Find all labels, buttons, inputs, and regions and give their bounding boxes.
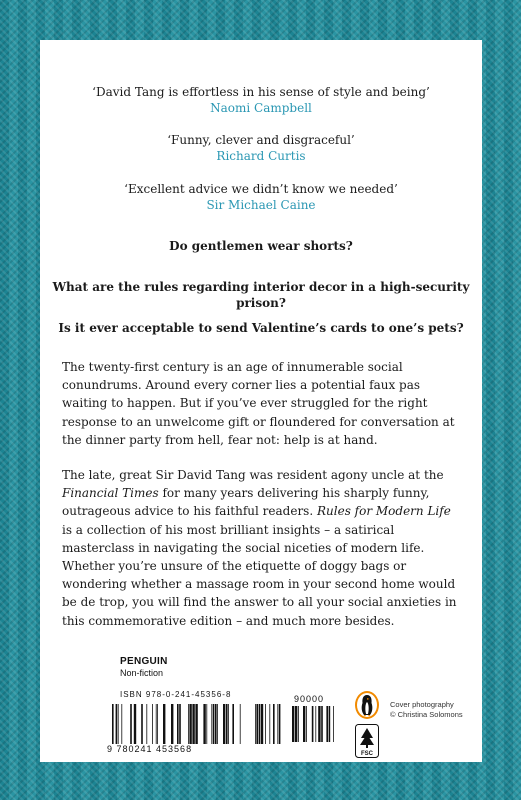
quote-block-3 xyxy=(40,181,482,214)
book-category: Non-fiction xyxy=(120,668,164,678)
penguin-logo-icon xyxy=(354,690,380,720)
quote-block-1 xyxy=(40,84,482,117)
barcode-digits: 9 780241 453568 xyxy=(107,744,193,754)
credit-line: Cover photography xyxy=(390,700,454,709)
quote-block-2 xyxy=(40,132,482,165)
blurb-text: for many years delivering his sharply funny, outrageous advice to his faithful readers. xyxy=(62,486,430,519)
question-2: What are the rules regarding interior decor in a high-security prison? xyxy=(52,280,470,310)
back-cover-panel xyxy=(40,40,482,762)
cover-credit xyxy=(390,700,480,720)
publisher-name: PENGUIN xyxy=(120,656,168,667)
blurb-paragraph-2 xyxy=(62,466,460,630)
publisher-block xyxy=(120,656,168,678)
price-addon-digits: 90000 xyxy=(294,694,325,704)
question-1: Do gentlemen wear shorts? xyxy=(169,239,353,253)
blurb-text: is a collection of his most brilliant insights – a satirical masterclass in navigating the social niceties of modern life. Whether you’re unsure of the etiquette of doggy bags or wondering whether a massage room in your second home would be de trop, you will find the answer to all your social anxieties in this commemorative edition – and much more besides. xyxy=(62,522,457,628)
barcode xyxy=(112,704,282,744)
price-addon-barcode xyxy=(292,706,340,742)
svg-text:FSC: FSC xyxy=(361,751,373,757)
blurb-paragraph-1: The twenty-first century is an age of innumerable social conundrums. Around every corner lies a potential faux pas waiting to happen. But if you’ve ever struggled for the right response to an unwelcome gift or floundered for conversation at the dinner party from hell, fear not: help is at hand. xyxy=(62,360,455,447)
fsc-logo-icon xyxy=(355,724,379,758)
question-3: Is it ever acceptable to send Valentine’s cards to one’s pets? xyxy=(58,321,464,335)
quote-text: ‘Funny, clever and disgraceful’ xyxy=(167,133,355,147)
book-title: Rules for Modern Life xyxy=(316,504,451,519)
credit-line: © Christina Solomons xyxy=(390,710,463,719)
publication-title: Financial Times xyxy=(62,486,159,501)
blurb-text: The late, great Sir David Tang was resident agony uncle at the xyxy=(62,468,444,482)
quote-author: Naomi Campbell xyxy=(210,101,312,115)
quote-author: Richard Curtis xyxy=(216,149,306,163)
quote-text: ‘David Tang is effortless in his sense of style and being’ xyxy=(92,85,430,99)
quote-author: Sir Michael Caine xyxy=(206,198,316,212)
isbn-label: ISBN 978-0-241-45356-8 xyxy=(120,690,232,699)
quote-text: ‘Excellent advice we didn’t know we needed’ xyxy=(124,182,398,196)
